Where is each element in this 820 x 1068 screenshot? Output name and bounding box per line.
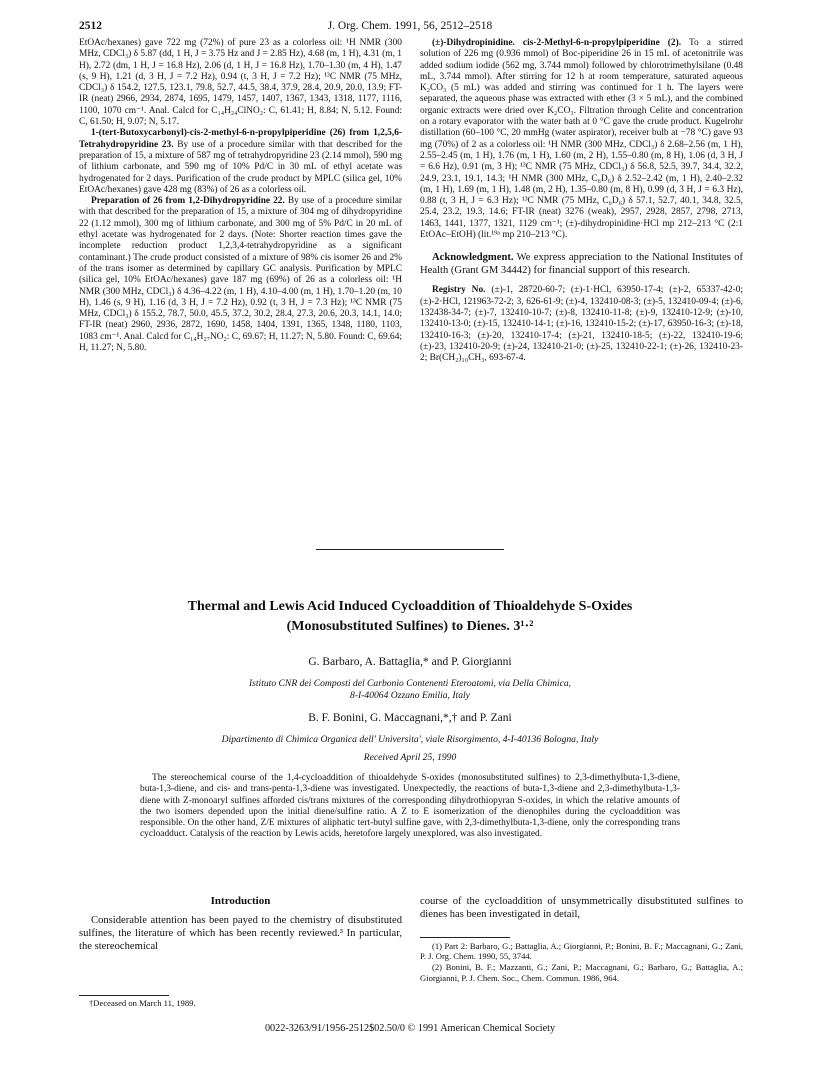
affiliation-1-line-1: Istituto CNR dei Composti del Carbonio Contenenti Eteroatomi, via Della Chimica, [248, 678, 572, 689]
introduction-text: Considerable attention has been payed to the chemistry of disubstituted sulfines, the literature of which has been recently reviewed.³ In particular, the stereochemical [79, 915, 402, 952]
acknowledgment-heading: Acknowledgment. [432, 252, 514, 264]
procedure-heading-26-from-23: 1-(tert-Butoxycarbonyl)-cis-2-methyl-6-n-propylpiperidine (26) from 1,2,5,6-Tetrahydropyridine 23. [79, 128, 402, 150]
footnote-2: (2) Bonini, B. F.; Mazzanti, G.; Zani, P.; Maccagnani, G.; Barbaro, G.; Battaglia, A.; Giorgianni, P. J. Chem. Soc., Chem. Commun. 1986, 964. [420, 962, 743, 983]
introduction-heading: Introduction [210, 895, 271, 907]
title-line-2: (Monosubstituted Sulfines) to Dienes. 3¹·² [286, 619, 534, 634]
right-paragraph-1 [420, 38, 743, 241]
footnote-dagger: †Deceased on March 11, 1989. [89, 998, 196, 1008]
affiliation-2: Dipartimento di Chimica Organica dell' Universita', viale Risorgimento, 4-I-40136 Bologna, Italy [221, 734, 599, 745]
authors-group-2: B. F. Bonini, G. Maccagnani,*,† and P. Zani [308, 712, 512, 724]
received-date: Received April 25, 1990 [363, 752, 457, 763]
footnote-rule-left [79, 995, 169, 996]
procedure-body-dihydropinidine: To a stirred solution of 226 mg (0.936 mmol) of Boc-piperidine 26 in 15 mL of acetonitrile was added sodium iodide (562 mg, 3.744 mmol) followed by chlorotrimethylsilane (0.48 mL, 3.744 mmol). After stirring for 12 h at room temperature, saturated aqueous K₂CO₃ (5 mL) was added and stirring was continued for 1 h. The layers were separated, the aqueous phase was extracted with ether (3 × 5 mL), and the combined organic extracts were dried over K₂CO₃. Filtration through Celite and concentration on a rotary evaporator with the water bath at 0 °C gave the crude product. Kugelrohr distillation (60–100 °C, 20 mmHg (water aspirator), receiver bulb at −78 °C) gave 93 mg (70%) of 2 as a colorless oil: ¹H NMR (300 MHz, CDCl₃) δ 2.68–2.56 (m, 1 H), 2.55–2.45 (m, 1 H), 1.76 (m, 1 H), 1.60 (m, 2 H), 1.55–0.80 (m, 8 H), 1.06 (d, 3 H, J = 6.6 Hz), 0.91 (m, 3 H); ¹³C NMR (75 MHz, CDCl₃) δ 56.8, 52.5, 39.7, 34.4, 32.2, 24.9, 23.1, 19.1, 14.3; ¹H NMR (300 MHz, C₆D₆) δ 2.52–2.42 (m, 1 H), 2.40–2.32 (m, 1 H), 1.69 (m, 1 H), 1.48 (m, 2 H), 1.35–0.80 (m, 8 H), 0.99 (d, 3 H, J = 6.3 Hz), 0.88 (t, 3 H, J = 6.3 Hz); ¹³C NMR (75 MHz, C₆D₆) δ 57.1, 52.7, 40.1, 34.8, 32.5, 25.4, 23.2, 19.3, 14.6; FT-IR (neat) 3276 (weak), 2957, 2928, 2857, 2798, 2713, 1463, 1441, 1377, 1321, 1129 cm⁻¹; (±)-dihydropinidine·HCl mp 212–213 °C (2:1 EtOAc–EtOH) (lit.¹⁹ᵃ mp 210–213 °C). [420, 38, 743, 241]
registry-numbers [420, 285, 743, 364]
left-column [79, 38, 402, 354]
running-header [79, 20, 741, 36]
left-paragraph-2 [79, 128, 402, 196]
abstract: The stereochemical course of the 1,4-cycloaddition of thioaldehyde S-oxides (monosubstituted sulfines) to 2,3-dimethylbuta-1,3-diene, buta-1,3-diene, and cis- and trans-penta-1,3-diene was investigated. Unexpectedly, the reactions of buta-1,3-diene and 2,3-dimethylbuta-1,3-diene with Z-monoaryl sulfines afforded cis/trans mixtures of the corresponding dihydrothiopyran S-oxides, in which the relative amounts of the two isomers depended upon the initial diene/sulfine ratio. A Z to E isomerization of the dienophiles during the cycloaddition was responsible. On the other hand, Z/E mixtures of aliphatic tert-butyl sulfine gave, with 2,3-dimethylbuta-1,3-diene, only the corresponding trans cycloadduct. Catalysis of the reaction by Lewis acids, heretofore largely unexplored, was also investigated. [140, 773, 680, 840]
introduction-continued: course of the cycloaddition of unsymmetrically disubstituted sulfines to dienes has been investigated in detail, [420, 896, 743, 920]
procedure-heading-dihydropinidine: (±)-Dihydropinidine. cis-2-Methyl-6-n-propylpiperidine (2). [432, 38, 682, 48]
article-divider [316, 549, 504, 550]
acknowledgment-body: We express appreciation to the National Institutes of Health (Grant GM 34442) for financial support of this research. [420, 252, 743, 277]
footnote-rule-right [420, 937, 510, 938]
affiliation-1-line-2: 8-I-40064 Ozzano Emilia, Italy [350, 690, 470, 701]
procedure-body-26-from-23: By use of a procedure similar with that described for the preparation of 15, a mixture of 587 mg of tetrahydropyridine 23 (2.14 mmol), 590 mg of lithium carbonate, and 590 mg of 10% Pd/C in 30 mL of ethyl acetate was hydrogenated for 2 days. Purification of the crude product by MPLC (silica gel, 10% EtOAc/hexanes) gave 428 mg (83%) of 26 as a colorless oil. [79, 139, 402, 195]
procedure-heading-26-from-22: Preparation of 26 from 1,2-Dihydropyridine 22. [91, 196, 285, 207]
copyright-footer: 0022-3263/91/1956-2512$02.50/0 © 1991 American Chemical Society [264, 1023, 556, 1034]
registry-heading: Registry No. [432, 285, 486, 296]
procedure-body-26-from-22: By use of a procedure similar with that described for the preparation of 15, a mixture of 304 mg of dihydropyridine 22 (1.12 mmol), 300 mg of lithium carbonate, and 300 mg of 5% Pd/C in 20 mL of ethyl acetate was hydrogenated for 2 days. (Note: Shorter reaction times gave the incomplete reduction product 1,2,3,4-tetrahydropyridine as a significant contaminant.) The crude product consisted of a mixture of 98% cis isomer 26 and 2% of the trans isomer as determined by capillary GC analysis. Purification by MPLC (silica gel, 10% EtOAc/hexanes) gave 187 mg (69%) of 26 as a colorless oil: ¹H NMR (300 MHz, CDCl₃) δ 4.36–4.22 (m, 1 H), 4.10–4.00 (m, 1 H), 1.70–1.20 (m, 10 H), 1.46 (s, 9 H), 1.16 (d, 3 H, J = 7.2 Hz), 0.92 (t, 3 H, J = 7.3 Hz); ¹³C NMR (75 MHz, CDCl₃) δ 155.2, 78.7, 50.0, 45.5, 37.2, 30.2, 28.4, 27.3, 20.6, 20.3, 14.1, 14.0; FT-IR (neat) 2960, 2936, 2872, 1690, 1458, 1404, 1391, 1365, 1348, 1180, 1103, 1083 cm⁻¹. Anal. Calcd for C₁₄H₂₇NO₂: C, 69.67; H, 11.27; N, 5.80. Found: C, 69.64; H, 11.27; N, 5.80. [79, 196, 402, 354]
footnote-1: (1) Part 2: Barbaro, G.; Battaglia, A.; Giorgianni, P.; Bonini, B. F.; Maccagnani, G.; Zani, P. J. Org. Chem. 1990, 55, 3744. [420, 941, 743, 962]
title-line-1: Thermal and Lewis Acid Induced Cycloaddition of Thioaldehyde S-Oxides [187, 599, 633, 614]
authors-group-1: G. Barbaro, A. Battaglia,* and P. Giorgianni [308, 656, 512, 668]
left-paragraph-1: EtOAc/hexanes) gave 722 mg (72%) of pure 23 as a colorless oil: ¹H NMR (300 MHz, CDCl₃) δ 5.87 (dd, 1 H, J = 3.75 Hz and J = 2.85 Hz), 4.68 (m, 1 H), 4.31 (m, 1 H), 2.72 (dm, 1 H, J = 16.8 Hz), 2.06 (d, 1 H, J = 16.8 Hz), 1.70–1.30 (m, 4 H), 1.47 (s, 9 H), 1.21 (d, 3 H, J = 7.2 Hz), 0.94 (t, 3 H, J = 7.2 Hz); ¹³C NMR (75 MHz, CDCl₃) δ 154.2, 127.5, 123.1, 79.8, 52.7, 44.5, 38.4, 37.9, 28.4, 20.9, 20.0, 13.9; FT-IR (neat) 2966, 2934, 2874, 1695, 1479, 1457, 1407, 1367, 1343, 1318, 1177, 1116, 1100, 1070 cm⁻¹. Anal. Calcd for C₁₄H₂₄ClNO₂: C, 61.41; H, 8.84; N, 5.12. Found: C, 61.50; H, 9.07; N, 5.17. [79, 38, 402, 128]
right-column [420, 38, 743, 364]
registry-body: (±)-1, 28720-60-7; (±)-1·HCl, 63950-17-4; (±)-2, 65337-42-0; (±)-2·HCl, 121963-72-2; 3, 626-61-9; (±)-4, 132410-08-3; (±)-5, 132410-09-4; (±)-6, 132438-34-7; (±)-7, 132410-10-7; (±)-8, 132410-11-8; (±)-9, 132410-12-9; (±)-10, 132410-13-0; (±)-15, 132410-14-1; (±)-16, 132410-15-2; (±)-17, 63950-16-3; (±)-18, 132410-16-3; (±)-20, 132410-17-4; (±)-21, 132410-18-5; (±)-22, 132410-19-6; (±)-23, 132410-20-9; (±)-24, 132410-21-0; (±)-25, 132410-22-1; (±)-26, 132410-23-2; Br(CH₂)₁₀CH₃, 693-67-4. [420, 285, 743, 364]
article-title [79, 597, 741, 637]
left-paragraph-3 [79, 196, 402, 354]
affiliation-1 [79, 678, 741, 702]
footnotes [420, 941, 743, 984]
page-number: 2512 [79, 20, 102, 32]
acknowledgment [420, 251, 743, 277]
journal-citation: J. Org. Chem. 1991, 56, 2512–2518 [327, 20, 493, 32]
